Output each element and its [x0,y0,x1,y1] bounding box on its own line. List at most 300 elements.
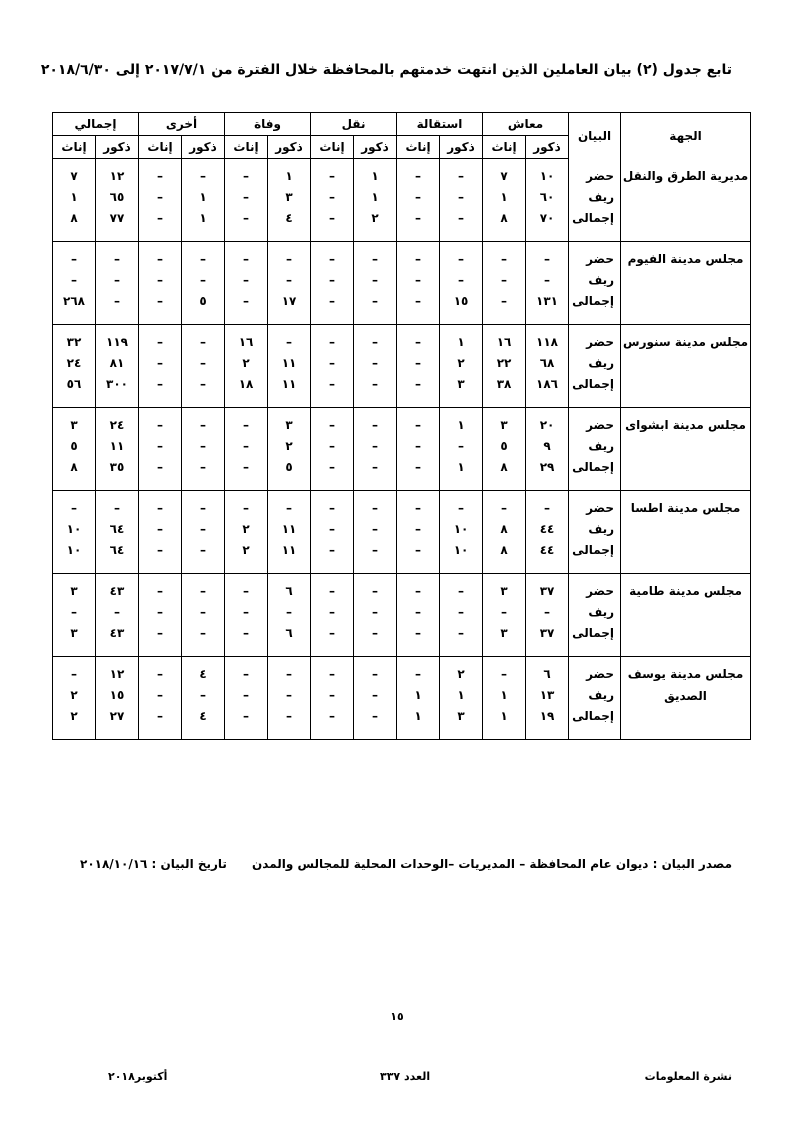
table-cell: ٣٧ [526,574,569,601]
table-cell: ٢ [225,517,268,541]
table-cell: – [139,574,182,601]
table-cell: – [483,242,526,269]
table-cell: – [182,351,225,375]
table-cell: ٨ [53,458,96,491]
table-cell: – [139,683,182,707]
table-cell: – [311,683,354,707]
table-cell: – [397,185,440,209]
table-cell: – [354,268,397,292]
table-cell: – [96,292,139,325]
table-cell: ١٦ [483,325,526,352]
row-label: حضر [569,574,621,601]
table-row [53,159,751,186]
table-cell: – [139,657,182,684]
table-cell: – [354,351,397,375]
table-cell: – [182,242,225,269]
table-cell: – [311,600,354,624]
table-cell: – [311,268,354,292]
table-cell: ٤٤ [526,517,569,541]
table-cell: ٢ [225,541,268,574]
table-cell: – [397,242,440,269]
table-cell: – [397,458,440,491]
table-row [53,325,751,352]
table-cell: – [139,209,182,242]
table-cell: – [268,657,311,684]
table-cell: ٢٦٨ [53,292,96,325]
table-cell: ٤٤ [526,541,569,574]
table-cell: ٨ [483,541,526,574]
table-cell: ١ [440,683,483,707]
table-cell: ١٠ [440,517,483,541]
table-cell: – [225,159,268,186]
table-cell: – [139,517,182,541]
table-row [53,657,751,684]
data-source: مصدر البيان : ديوان عام المحافظة – المديريات –الوحدات المحلية للمجالس والمدن [252,857,732,871]
table-cell: – [354,325,397,352]
table-cell: – [268,683,311,707]
header-group: أخرى [139,113,225,136]
table-cell: – [354,242,397,269]
table-cell: – [311,624,354,657]
table-body [53,159,751,740]
table-row [53,574,751,601]
table-cell: – [440,209,483,242]
entity-name: مجلس مدينة الفيوم [621,242,751,325]
table-cell: ٣٨ [483,375,526,408]
table-cell: ٦٥ [96,185,139,209]
table-cell: – [311,517,354,541]
table-cell: – [225,657,268,684]
table-cell: ٦٠ [526,185,569,209]
header-group: نقل [311,113,397,136]
table-cell: – [311,292,354,325]
table-cell: – [311,185,354,209]
table-cell: – [397,408,440,435]
table-cell: – [354,434,397,458]
table-cell: – [225,209,268,242]
row-label: ريف [569,434,621,458]
table-cell: – [354,657,397,684]
table-cell: ١٣ [526,683,569,707]
table-cell: – [354,574,397,601]
table-cell: ١٨٦ [526,375,569,408]
table-cell: ٣٢ [53,325,96,352]
table-cell: ٢ [225,351,268,375]
table-cell: – [268,491,311,518]
table-cell: – [311,434,354,458]
table-cell: ٢ [268,434,311,458]
row-label: حضر [569,491,621,518]
table-cell: – [139,325,182,352]
header-male: ذكور [182,136,225,159]
table-cell: – [268,707,311,740]
table-cell: ١ [483,683,526,707]
table-cell: – [139,268,182,292]
table-cell: – [139,292,182,325]
table-cell: – [311,574,354,601]
table-title: تابع جدول (٢) بيان العاملين الذين انتهت خدمتهم بالمحافظة خلال الفترة من ٢٠١٧/٧/١ إلى ٢٠١٨/٦/٣٠ [40,62,732,78]
table-cell: ١٢ [96,159,139,186]
table-cell: – [182,491,225,518]
entity-name: مجلس مدينة يوسف الصديق [621,657,751,740]
table-cell: – [53,657,96,684]
header-male: ذكور [268,136,311,159]
table-cell: – [182,683,225,707]
table-cell: – [483,491,526,518]
table-cell: – [53,491,96,518]
header-female: إناث [311,136,354,159]
table-cell: – [311,491,354,518]
table-cell: ١٥ [96,683,139,707]
table-cell: – [397,292,440,325]
table-cell: – [354,683,397,707]
table-cell: – [311,351,354,375]
table-cell: – [440,491,483,518]
table-cell: ١١ [268,351,311,375]
table-cell: – [483,292,526,325]
table-cell: ١ [397,707,440,740]
table-cell: – [440,600,483,624]
header-female: إناث [397,136,440,159]
table-cell: – [440,624,483,657]
table-cell: – [354,292,397,325]
table-cell: – [397,657,440,684]
footer-publication: نشرة المعلومات [644,1070,732,1083]
table-cell: – [354,491,397,518]
table-cell: ٣ [440,375,483,408]
table-cell: – [182,541,225,574]
table-cell: ١ [354,185,397,209]
table-cell: ١١ [268,517,311,541]
table-cell: ٢٠ [526,408,569,435]
table-cell: ٤ [182,707,225,740]
table-cell: – [96,600,139,624]
table-cell: – [268,268,311,292]
header-group: معاش [483,113,569,136]
table-cell: ١٣١ [526,292,569,325]
table-cell: – [96,242,139,269]
header-male: ذكور [526,136,569,159]
table-cell: ٦ [268,574,311,601]
entity-name: مجلس مدينة اطسا [621,491,751,574]
table-cell: – [53,600,96,624]
table-cell: – [268,242,311,269]
table-row [53,491,751,518]
table-cell: – [311,707,354,740]
table-cell: ٤٣ [96,624,139,657]
table-cell: ٨ [483,209,526,242]
table-cell: – [139,242,182,269]
table-cell: ٣ [53,574,96,601]
row-label: ريف [569,268,621,292]
table-cell: ٨١ [96,351,139,375]
table-cell: ٢ [354,209,397,242]
table-cell: ١ [53,185,96,209]
table-cell: – [139,185,182,209]
table-cell: – [397,600,440,624]
table-cell: ٣ [440,707,483,740]
table-cell: ٨ [53,209,96,242]
table-cell: – [225,683,268,707]
table-cell: ٦٤ [96,517,139,541]
header-male: ذكور [354,136,397,159]
table-cell: ٣٧ [526,624,569,657]
table-cell: ٢٤ [53,351,96,375]
table-cell: ١٨ [225,375,268,408]
table-cell: – [139,375,182,408]
table-cell: ٨ [483,517,526,541]
header-entity: الجهة [621,113,751,159]
table-cell: ١١ [268,541,311,574]
table-cell: ٤ [182,657,225,684]
table-cell: – [354,600,397,624]
table-cell: – [139,458,182,491]
table-cell: ٥٦ [53,375,96,408]
header-female: إناث [139,136,182,159]
table-cell: – [440,242,483,269]
table-cell: ١١ [96,434,139,458]
table-cell: – [182,574,225,601]
table-cell: ٢ [440,351,483,375]
table-cell: – [139,707,182,740]
row-label: ريف [569,517,621,541]
table-cell: ١ [483,185,526,209]
table-cell: – [397,541,440,574]
table-cell: ٧ [53,159,96,186]
table-cell: – [225,491,268,518]
table-cell: – [53,242,96,269]
data-date: تاريخ البيان : ٢٠١٨/١٠/١٦ [80,857,227,871]
table-cell: ٩ [526,434,569,458]
table-cell: – [526,242,569,269]
table-cell: ٦٨ [526,351,569,375]
table-cell: – [397,517,440,541]
header-female: إناث [483,136,526,159]
table-cell: ٢٧ [96,707,139,740]
table-cell: – [311,242,354,269]
row-label: ريف [569,351,621,375]
table-cell: – [182,268,225,292]
table-cell: ٣ [483,408,526,435]
table-cell: ٤٣ [96,574,139,601]
table-cell: ١٠ [53,541,96,574]
header-female: إناث [53,136,96,159]
table-cell: ٣٥ [96,458,139,491]
table-cell: – [397,434,440,458]
row-label: حضر [569,657,621,684]
table-cell: ١ [182,185,225,209]
table-cell: – [139,491,182,518]
table-cell: – [311,325,354,352]
table-cell: ٣ [268,408,311,435]
table-cell: – [225,600,268,624]
row-label: إجمالى [569,707,621,740]
table-cell: – [526,600,569,624]
table-cell: ٥ [182,292,225,325]
table-cell: ٢ [53,683,96,707]
table-cell: – [139,159,182,186]
table-cell: – [440,574,483,601]
table-cell: ١١ [268,375,311,408]
table-cell: – [311,657,354,684]
table-cell: ١٦ [225,325,268,352]
table-cell: – [397,159,440,186]
table-cell: ١٩ [526,707,569,740]
table-cell: – [526,268,569,292]
table-cell: ١٠ [440,541,483,574]
row-label: ريف [569,683,621,707]
header-statement: البيان [569,113,621,159]
table-cell: – [311,458,354,491]
table-cell: ٧ [483,159,526,186]
table-cell: ٧٧ [96,209,139,242]
table-cell: – [268,600,311,624]
table-row [53,242,751,269]
row-label: إجمالى [569,541,621,574]
table-cell: ١٥ [440,292,483,325]
table-cell: – [311,408,354,435]
table-cell: ١ [182,209,225,242]
table-cell: – [311,541,354,574]
table-cell: – [311,209,354,242]
table-cell: – [440,434,483,458]
table-cell: – [225,268,268,292]
table-cell: – [182,517,225,541]
table-cell: ٤ [268,209,311,242]
table-cell: – [354,375,397,408]
table-cell: – [96,491,139,518]
table-cell: – [225,292,268,325]
table-cell: ٣٠٠ [96,375,139,408]
row-label: ريف [569,600,621,624]
table-cell: – [182,159,225,186]
table-cell: ١ [268,159,311,186]
table-cell: – [354,541,397,574]
table-cell: ٣ [53,408,96,435]
table-cell: – [139,351,182,375]
row-label: ريف [569,185,621,209]
table-cell: – [526,491,569,518]
table-cell: – [53,268,96,292]
table-cell: ٦٤ [96,541,139,574]
table-cell: – [268,325,311,352]
table-cell: – [225,574,268,601]
table-cell: – [139,624,182,657]
header-group: وفاة [225,113,311,136]
table-cell: – [225,408,268,435]
table-cell: ١ [483,707,526,740]
header-male: ذكور [440,136,483,159]
table-cell: ٥ [53,434,96,458]
table-cell: – [397,375,440,408]
table-cell: – [354,408,397,435]
table-cell: – [96,268,139,292]
table-cell: ١ [354,159,397,186]
table-cell: ١٧ [268,292,311,325]
header-male: ذكور [96,136,139,159]
row-label: إجمالى [569,292,621,325]
table-cell: ٣ [53,624,96,657]
table-cell: ٢ [53,707,96,740]
row-label: إجمالى [569,624,621,657]
table-cell: – [182,325,225,352]
table-cell: – [225,185,268,209]
table-cell: ٢٤ [96,408,139,435]
table-cell: – [225,624,268,657]
table-cell: – [483,657,526,684]
table-cell: ١١٩ [96,325,139,352]
table-cell: – [397,491,440,518]
header-female: إناث [225,136,268,159]
table-cell: – [182,375,225,408]
table-cell: ٢ [440,657,483,684]
table-cell: – [139,408,182,435]
entity-name: مجلس مدينة ابشواى [621,408,751,491]
table-cell: ٢٢ [483,351,526,375]
table-cell: – [440,185,483,209]
table-cell: – [182,434,225,458]
row-label: إجمالى [569,458,621,491]
table-cell: ٣ [483,624,526,657]
table-cell: – [397,325,440,352]
table-cell: – [225,707,268,740]
table-cell: – [182,624,225,657]
header-group: استقالة [397,113,483,136]
table-cell: – [225,458,268,491]
table-cell: – [354,707,397,740]
row-label: إجمالى [569,375,621,408]
entity-name: مديرية الطرق والنقل [621,159,751,242]
table-cell: ٨ [483,458,526,491]
row-label: حضر [569,159,621,186]
header-row-groups [53,113,751,136]
table-cell: – [397,209,440,242]
table-cell: – [483,268,526,292]
table-cell: – [182,458,225,491]
table-cell: – [225,242,268,269]
table-cell: – [397,268,440,292]
table-cell: ٢٩ [526,458,569,491]
footer-issue: العدد ٣٣٧ [380,1070,431,1083]
page-number: ١٥ [390,1010,404,1023]
table-cell: ٣ [268,185,311,209]
table-cell: – [354,624,397,657]
entity-name: مجلس مدينة سنورس [621,325,751,408]
table-cell: ١٠ [53,517,96,541]
table-cell: – [397,574,440,601]
table-cell: – [311,375,354,408]
table-cell: ٦ [268,624,311,657]
employees-table [52,112,751,740]
table-cell: – [397,351,440,375]
table-cell: ٣ [483,574,526,601]
table-cell: – [354,458,397,491]
table-cell: – [139,600,182,624]
table-cell: – [139,541,182,574]
table-cell: – [354,517,397,541]
table-cell: ٧٠ [526,209,569,242]
table-cell: ١ [397,683,440,707]
table-cell: ١ [440,408,483,435]
table-cell: ١ [440,325,483,352]
table-cell: ٥ [268,458,311,491]
row-label: إجمالى [569,209,621,242]
table-cell: ٦ [526,657,569,684]
table-cell: – [311,159,354,186]
table-cell: – [182,408,225,435]
row-label: حضر [569,325,621,352]
table-cell: ١ [440,458,483,491]
